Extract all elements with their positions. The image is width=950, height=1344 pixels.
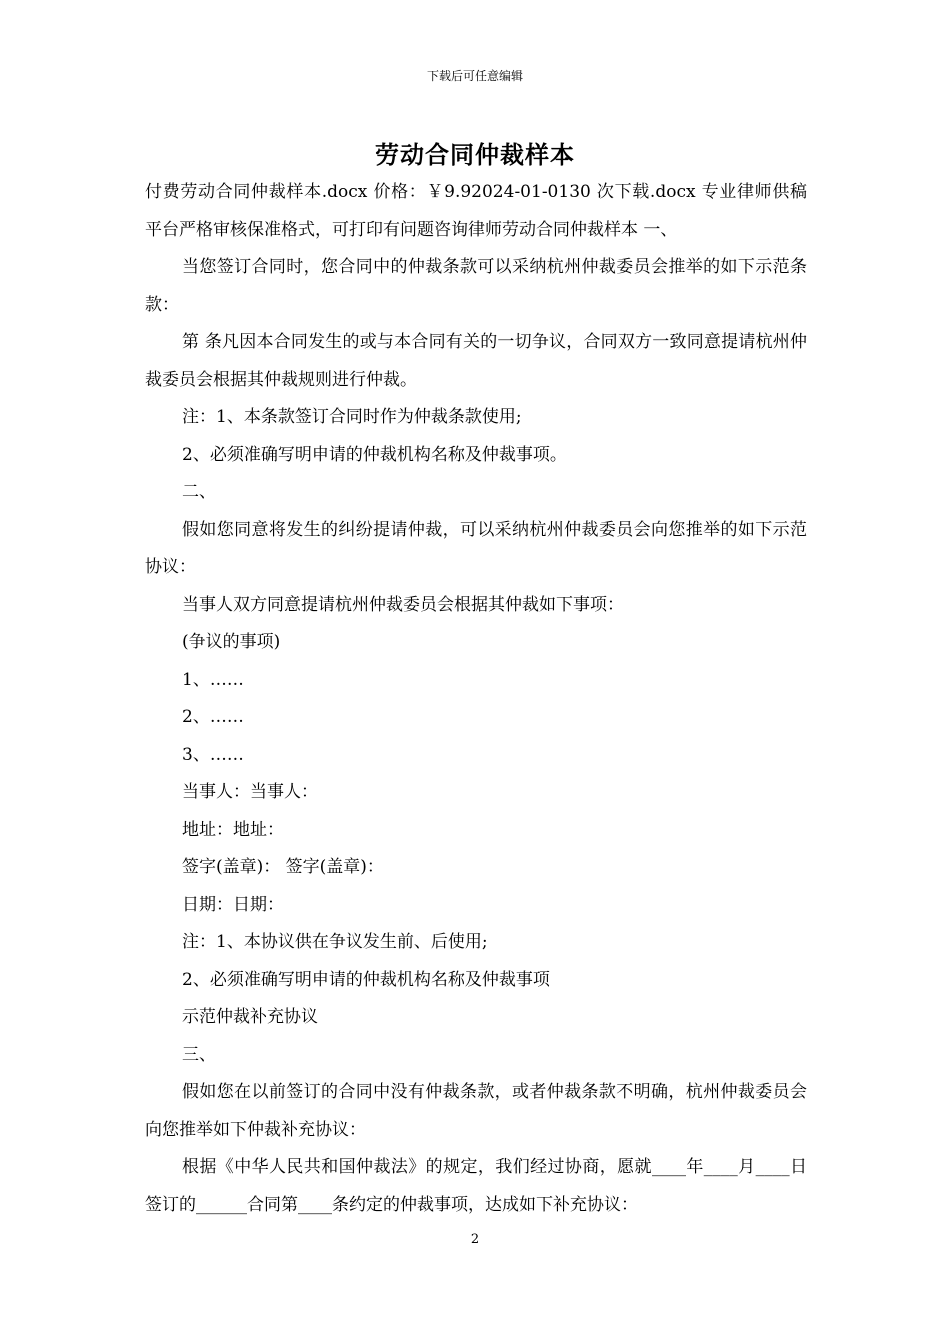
paragraph: 当事人双方同意提请杭州仲裁委员会根据其仲裁如下事项：: [182, 594, 624, 615]
form-line-date: 日期：日期：: [182, 894, 284, 915]
paragraph: 第 条凡因本合同发生的或与本合同有关的一切争议，合同双方一致同意提请杭州仲裁委员会根据其仲裁规则进行仲裁。: [145, 332, 807, 390]
paragraph: 2、必须准确写明申请的仲裁机构名称及仲裁事项。: [182, 444, 567, 465]
paragraph: 2、必须准确写明申请的仲裁机构名称及仲裁事项: [182, 969, 550, 990]
form-line-party: 当事人：当事人：: [182, 782, 318, 802]
list-item: 3、……: [182, 744, 244, 765]
paragraph: 付费劳动合同仲裁样本.docx 价格：￥9.92024-01-0130 次下载.docx 专业律师供稿平台严格审核保准格式，可打印有问题咨询律师劳动合同仲裁样本 一、: [145, 182, 807, 240]
subsection-heading: 示范仲裁补充协议: [182, 1007, 318, 1027]
document-title: 劳动合同仲裁样本: [375, 141, 575, 169]
header-note: 下载后可任意编辑: [426, 69, 523, 83]
section-heading: 三、: [182, 1044, 216, 1065]
paragraph: 注：1、本协议供在争议发生前、后使用;: [182, 932, 488, 952]
paragraph: 假如您同意将发生的纠纷提请仲裁，可以采纳杭州仲裁委员会向您推举的如下示范协议：: [145, 519, 807, 577]
form-line-signature: 签字(盖章)： 签字(盖章)：: [182, 857, 384, 877]
section-heading: 二、: [182, 482, 216, 502]
list-item: 2、……: [182, 707, 244, 727]
page-number: 2: [470, 1232, 480, 1247]
document-body: [145, 174, 807, 1224]
paragraph: 假如您在以前签订的合同中没有仲裁条款，或者仲裁条款不明确，杭州仲裁委员会向您推举如下仲裁补充协议：: [145, 1082, 807, 1140]
paragraph: 注：1、本条款签订合同时作为仲裁条款使用;: [182, 407, 522, 427]
list-item: 1、……: [182, 669, 244, 690]
paragraph: 当您签订合同时，您合同中的仲裁条款可以采纳杭州仲裁委员会推举的如下示范条款：: [145, 257, 807, 315]
form-line-address: 地址：地址：: [182, 819, 284, 840]
paragraph: 根据《中华人民共和国仲裁法》的规定，我们经过协商，愿就____年____月____日签订的______合同第____条约定的仲裁事项，达成如下补充协议：: [145, 1157, 807, 1215]
paragraph: (争议的事项): [182, 632, 281, 652]
